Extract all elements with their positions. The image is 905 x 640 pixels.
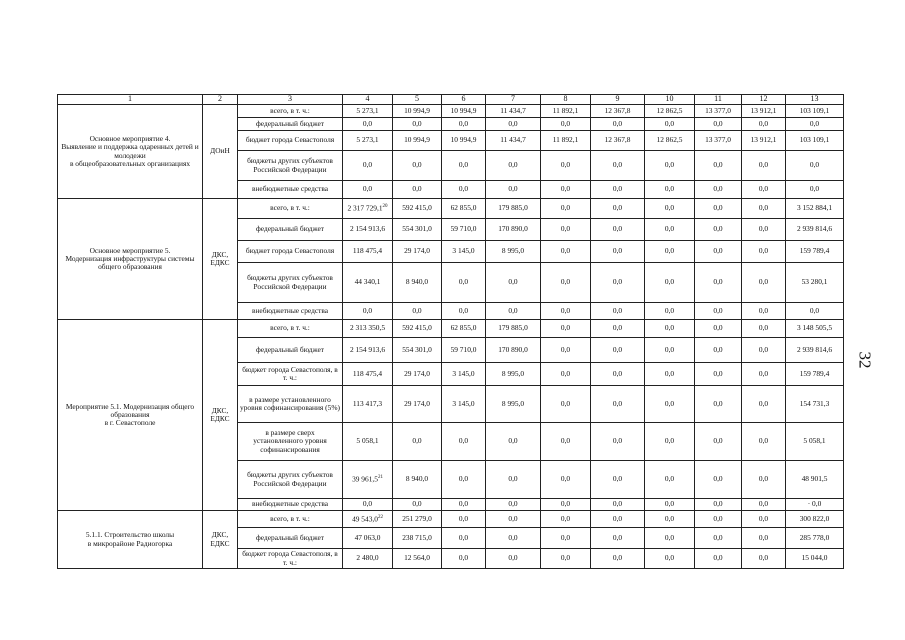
amount-cell: 0,0 [486, 151, 541, 181]
amount-cell: 11 892,1 [541, 105, 591, 118]
amount-cell: 103 109,1 [786, 131, 844, 151]
amount-cell: 0,0 [591, 499, 645, 511]
amount-cell: 0,0 [343, 118, 393, 131]
executor: ДКС, ЕДКС [203, 199, 238, 320]
column-number-13: 13 [786, 95, 844, 105]
amount-cell: 0,0 [645, 363, 695, 386]
amount-cell: 0,0 [541, 363, 591, 386]
amount-cell: 0,0 [695, 181, 742, 199]
amount-cell: 29 174,0 [393, 241, 442, 263]
amount-cell: 2 154 913,6 [343, 219, 393, 241]
funding-source: в размере сверх установленного уровня софинансирования [238, 423, 343, 461]
amount-value: 39 961,5 [352, 474, 378, 484]
amount-cell: 103 109,1 [786, 105, 844, 118]
amount-cell: 0,0 [442, 118, 486, 131]
amount-cell: 0,0 [742, 363, 786, 386]
amount-cell: 0,0 [591, 320, 645, 338]
amount-cell: 0,0 [742, 528, 786, 549]
amount-cell: 0,0 [541, 241, 591, 263]
amount-cell: 59 710,0 [442, 338, 486, 363]
column-number-6: 6 [442, 95, 486, 105]
amount-cell: 0,0 [541, 511, 591, 528]
column-number-8: 8 [541, 95, 591, 105]
amount-cell: 0,0 [343, 151, 393, 181]
amount-cell: 0,0 [742, 219, 786, 241]
amount-cell: 44 340,1 [343, 263, 393, 303]
amount-cell: 285 778,0 [786, 528, 844, 549]
amount-cell: 12 862,5 [645, 131, 695, 151]
amount-cell: 13 377,0 [695, 105, 742, 118]
table-row [58, 320, 844, 338]
amount-cell: 0,0 [442, 528, 486, 549]
column-number-3: 3 [238, 95, 343, 105]
amount-cell: 0,0 [591, 263, 645, 303]
amount-cell: 0,0 [442, 423, 486, 461]
amount-cell: 0,0 [442, 461, 486, 499]
amount-cell: 0,0 [442, 181, 486, 199]
funding-source: внебюджетные средства [238, 181, 343, 199]
amount-cell: 300 822,0 [786, 511, 844, 528]
amount-cell: 0,0 [742, 499, 786, 511]
amount-cell: 0,0 [695, 338, 742, 363]
amount-cell: 29 174,0 [393, 386, 442, 423]
amount-cell: 0,0 [541, 549, 591, 569]
amount-cell: 0,0 [742, 386, 786, 423]
amount-cell: 2 313 350,5 [343, 320, 393, 338]
amount-cell: 0,0 [645, 461, 695, 499]
amount-cell: 3 145,0 [442, 363, 486, 386]
column-number-1: 1 [58, 95, 203, 105]
amount-cell: 0,0 [343, 303, 393, 320]
amount-cell: 0,0 [591, 303, 645, 320]
amount-cell: 0,0 [695, 363, 742, 386]
amount-cell: 0,0 [742, 423, 786, 461]
amount-cell: 11 434,7 [486, 131, 541, 151]
amount-cell: 0,0 [541, 320, 591, 338]
funding-source: федеральный бюджет [238, 118, 343, 131]
amount-cell: 11 892,1 [541, 131, 591, 151]
amount-cell: 2 939 814,6 [786, 338, 844, 363]
amount-cell [343, 461, 393, 499]
amount-cell: 0,0 [541, 199, 591, 219]
amount-cell: 0,0 [486, 461, 541, 499]
amount-cell: 0,0 [591, 338, 645, 363]
column-number-4: 4 [343, 95, 393, 105]
amount-cell: 48 901,5 [786, 461, 844, 499]
amount-cell: 10 994,9 [442, 105, 486, 118]
amount-cell: 0,0 [442, 549, 486, 569]
amount-cell: 0,0 [645, 181, 695, 199]
funding-source: бюджет города Севастополя, в т. ч.: [238, 549, 343, 569]
amount-cell: 0,0 [742, 338, 786, 363]
amount-cell: 0,0 [591, 423, 645, 461]
amount-cell: 8 995,0 [486, 241, 541, 263]
amount-cell: 12 367,8 [591, 131, 645, 151]
funding-source: бюджет города Севастополя [238, 131, 343, 151]
amount-cell: 170 890,0 [486, 219, 541, 241]
amount-cell: 0,0 [541, 303, 591, 320]
amount-cell: 0,0 [742, 461, 786, 499]
funding-source: бюджеты других субъектов Российской Федерации [238, 263, 343, 303]
amount-cell: 0,0 [486, 118, 541, 131]
amount-cell: 0,0 [591, 461, 645, 499]
amount-cell: 0,0 [541, 461, 591, 499]
page-number: 32 [855, 351, 875, 369]
funding-source: всего, в т. ч.: [238, 320, 343, 338]
amount-cell: 15 044,0 [786, 549, 844, 569]
amount-cell [343, 199, 393, 219]
amount-cell: 0,0 [486, 528, 541, 549]
amount-cell: 0,0 [393, 423, 442, 461]
amount-cell: 0,0 [695, 549, 742, 569]
amount-cell: 0,0 [591, 511, 645, 528]
amount-cell: 0,0 [393, 499, 442, 511]
amount-cell: 0,0 [541, 528, 591, 549]
amount-cell: 0,0 [742, 151, 786, 181]
amount-cell: 0,0 [695, 219, 742, 241]
amount-cell: 12 862,5 [645, 105, 695, 118]
amount-cell: 0,0 [541, 263, 591, 303]
measure-name: Мероприятие 5.1. Модернизация общего образования в г. Севастополе [58, 320, 203, 511]
amount-cell: 170 890,0 [486, 338, 541, 363]
column-number-5: 5 [393, 95, 442, 105]
amount-cell: 0,0 [645, 338, 695, 363]
amount-cell: 0,0 [541, 181, 591, 199]
column-number-row [58, 95, 844, 105]
amount-cell: 159 789,4 [786, 241, 844, 263]
amount-cell: 0,0 [695, 499, 742, 511]
amount-cell: 0,0 [591, 118, 645, 131]
executor: ДОиН [203, 105, 238, 199]
amount-cell: 0,0 [486, 423, 541, 461]
amount-cell: 0,0 [742, 199, 786, 219]
amount-cell: 179 885,0 [486, 199, 541, 219]
amount-cell: · 0,0 [786, 499, 844, 511]
amount-cell: 10 994,9 [442, 131, 486, 151]
column-number-9: 9 [591, 95, 645, 105]
amount-cell: 0,0 [343, 499, 393, 511]
amount-cell: 0,0 [591, 181, 645, 199]
amount-cell: 159 789,4 [786, 363, 844, 386]
amount-cell: 5 058,1 [786, 423, 844, 461]
footnote-mark: 22 [377, 514, 383, 520]
amount-cell: 0,0 [645, 499, 695, 511]
amount-cell: 2 154 913,6 [343, 338, 393, 363]
amount-cell: 8 995,0 [486, 386, 541, 423]
amount-cell: 0,0 [695, 423, 742, 461]
amount-cell: 0,0 [486, 499, 541, 511]
amount-cell: 0,0 [742, 241, 786, 263]
amount-cell: 0,0 [786, 118, 844, 131]
amount-cell: 0,0 [486, 511, 541, 528]
amount-cell: 0,0 [591, 528, 645, 549]
column-number-10: 10 [645, 95, 695, 105]
amount-cell: 0,0 [695, 386, 742, 423]
amount-cell: 113 417,3 [343, 386, 393, 423]
amount-value: 2 317 729,1 [347, 203, 383, 213]
amount-cell: 0,0 [645, 423, 695, 461]
amount-cell [343, 511, 393, 528]
amount-cell: 3 145,0 [442, 386, 486, 423]
amount-cell: 0,0 [486, 303, 541, 320]
amount-cell: 8 940,0 [393, 461, 442, 499]
amount-cell: 0,0 [591, 386, 645, 423]
amount-value: 49 543,0 [352, 514, 378, 524]
amount-cell: 62 855,0 [442, 199, 486, 219]
executor: ДКС, ЕДКС [203, 511, 238, 569]
amount-cell: 59 710,0 [442, 219, 486, 241]
funding-source: федеральный бюджет [238, 219, 343, 241]
column-number-2: 2 [203, 95, 238, 105]
amount-cell: 0,0 [645, 386, 695, 423]
amount-cell: 0,0 [695, 241, 742, 263]
funding-source: бюджет города Севастополя, в т. ч.: [238, 363, 343, 386]
footnote-mark: 21 [377, 475, 383, 481]
amount-cell: 179 885,0 [486, 320, 541, 338]
amount-cell: 0,0 [695, 320, 742, 338]
amount-cell: 0,0 [695, 118, 742, 131]
funding-source: внебюджетные средства [238, 303, 343, 320]
amount-cell: 62 855,0 [442, 320, 486, 338]
amount-cell: 10 994,9 [393, 105, 442, 118]
amount-cell: 238 715,0 [393, 528, 442, 549]
amount-cell: 0,0 [695, 511, 742, 528]
amount-cell: 0,0 [591, 151, 645, 181]
funding-source: федеральный бюджет [238, 528, 343, 549]
amount-cell: 53 280,1 [786, 263, 844, 303]
amount-cell: 5 058,1 [343, 423, 393, 461]
amount-cell: 0,0 [393, 303, 442, 320]
amount-cell: 554 301,0 [393, 219, 442, 241]
funding-source: бюджет города Севастополя [238, 241, 343, 263]
amount-cell: 8 995,0 [486, 363, 541, 386]
amount-cell: 0,0 [343, 181, 393, 199]
amount-cell: 11 434,7 [486, 105, 541, 118]
amount-cell: 10 994,9 [393, 131, 442, 151]
amount-cell: 0,0 [442, 263, 486, 303]
amount-cell: 0,0 [742, 118, 786, 131]
amount-cell: 0,0 [393, 181, 442, 199]
amount-cell: 2 480,0 [343, 549, 393, 569]
amount-cell: 0,0 [786, 303, 844, 320]
funding-source: в размере установленного уровня софинансирования (5%) [238, 386, 343, 423]
amount-cell: 154 731,3 [786, 386, 844, 423]
amount-cell: 0,0 [645, 303, 695, 320]
amount-cell: 0,0 [393, 151, 442, 181]
amount-cell: 0,0 [786, 181, 844, 199]
amount-cell: 0,0 [742, 549, 786, 569]
amount-cell: 0,0 [591, 199, 645, 219]
amount-cell: 3 145,0 [442, 241, 486, 263]
amount-cell: 0,0 [541, 151, 591, 181]
amount-cell: 0,0 [645, 263, 695, 303]
amount-cell: 0,0 [645, 511, 695, 528]
budget-table [57, 94, 844, 569]
table-row [58, 199, 844, 219]
amount-cell: 251 279,0 [393, 511, 442, 528]
amount-cell: 0,0 [486, 181, 541, 199]
amount-cell: 0,0 [742, 181, 786, 199]
amount-cell: 5 273,1 [343, 131, 393, 151]
amount-cell: 0,0 [695, 303, 742, 320]
executor: ДКС, ЕДКС [203, 320, 238, 511]
amount-cell: 0,0 [645, 320, 695, 338]
funding-source: внебюджетные средства [238, 499, 343, 511]
measure-name: 5.1.1. Строительство школы в микрорайоне Радиогорка [58, 511, 203, 569]
amount-cell: 0,0 [541, 386, 591, 423]
amount-cell: 0,0 [486, 549, 541, 569]
amount-cell: 0,0 [645, 549, 695, 569]
amount-cell: 0,0 [442, 499, 486, 511]
table-row [58, 105, 844, 118]
amount-cell: 0,0 [486, 263, 541, 303]
amount-cell: 0,0 [742, 320, 786, 338]
table-row [58, 511, 844, 528]
amount-cell: 0,0 [541, 219, 591, 241]
amount-cell: 0,0 [645, 241, 695, 263]
amount-cell: 0,0 [695, 461, 742, 499]
amount-cell: 0,0 [695, 151, 742, 181]
amount-cell: 0,0 [591, 549, 645, 569]
amount-cell: 0,0 [645, 199, 695, 219]
funding-source: всего, в т. ч.: [238, 511, 343, 528]
amount-cell: 0,0 [645, 528, 695, 549]
amount-cell: 0,0 [591, 219, 645, 241]
footnote-mark: 20 [382, 204, 388, 210]
column-number-11: 11 [695, 95, 742, 105]
amount-cell: 3 152 884,1 [786, 199, 844, 219]
amount-cell: 12 367,8 [591, 105, 645, 118]
amount-cell: 0,0 [645, 219, 695, 241]
amount-cell: 2 939 814,6 [786, 219, 844, 241]
amount-cell: 0,0 [742, 511, 786, 528]
amount-cell: 0,0 [541, 118, 591, 131]
amount-cell: 0,0 [442, 151, 486, 181]
amount-cell: 554 301,0 [393, 338, 442, 363]
amount-cell: 0,0 [541, 499, 591, 511]
amount-cell: 13 912,1 [742, 131, 786, 151]
measure-name: Основное мероприятие 4. Выявление и поддержка одаренных детей и молодежи в общеобразовательных организациях [58, 105, 203, 199]
amount-cell: 0,0 [786, 151, 844, 181]
funding-source: всего, в т. ч.: [238, 105, 343, 118]
amount-cell: 13 377,0 [695, 131, 742, 151]
amount-cell: 0,0 [591, 241, 645, 263]
amount-cell: 0,0 [742, 263, 786, 303]
amount-cell: 118 475,4 [343, 241, 393, 263]
amount-cell: 0,0 [695, 199, 742, 219]
column-number-7: 7 [486, 95, 541, 105]
amount-cell: 0,0 [591, 363, 645, 386]
amount-cell: 0,0 [442, 511, 486, 528]
amount-cell: 0,0 [645, 151, 695, 181]
funding-source: всего, в т. ч.: [238, 199, 343, 219]
amount-cell: 0,0 [695, 528, 742, 549]
amount-cell: 118 475,4 [343, 363, 393, 386]
amount-cell: 8 940,0 [393, 263, 442, 303]
amount-cell: 29 174,0 [393, 363, 442, 386]
measure-name: Основное мероприятие 5. Модернизация инфраструктуры системы общего образования [58, 199, 203, 320]
amount-cell: 0,0 [541, 423, 591, 461]
amount-cell: 12 564,0 [393, 549, 442, 569]
amount-cell: 0,0 [541, 338, 591, 363]
amount-cell: 0,0 [442, 303, 486, 320]
funding-source: федеральный бюджет [238, 338, 343, 363]
amount-cell: 0,0 [695, 263, 742, 303]
amount-cell: 592 415,0 [393, 320, 442, 338]
amount-cell: 47 063,0 [343, 528, 393, 549]
amount-cell: 0,0 [645, 118, 695, 131]
amount-cell: 5 273,1 [343, 105, 393, 118]
amount-cell: 13 912,1 [742, 105, 786, 118]
amount-cell: 0,0 [393, 118, 442, 131]
amount-cell: 0,0 [742, 303, 786, 320]
amount-cell: 3 148 505,5 [786, 320, 844, 338]
column-number-12: 12 [742, 95, 786, 105]
amount-cell: 592 415,0 [393, 199, 442, 219]
funding-source: бюджеты других субъектов Российской Федерации [238, 461, 343, 499]
funding-source: бюджеты других субъектов Российской Федерации [238, 151, 343, 181]
